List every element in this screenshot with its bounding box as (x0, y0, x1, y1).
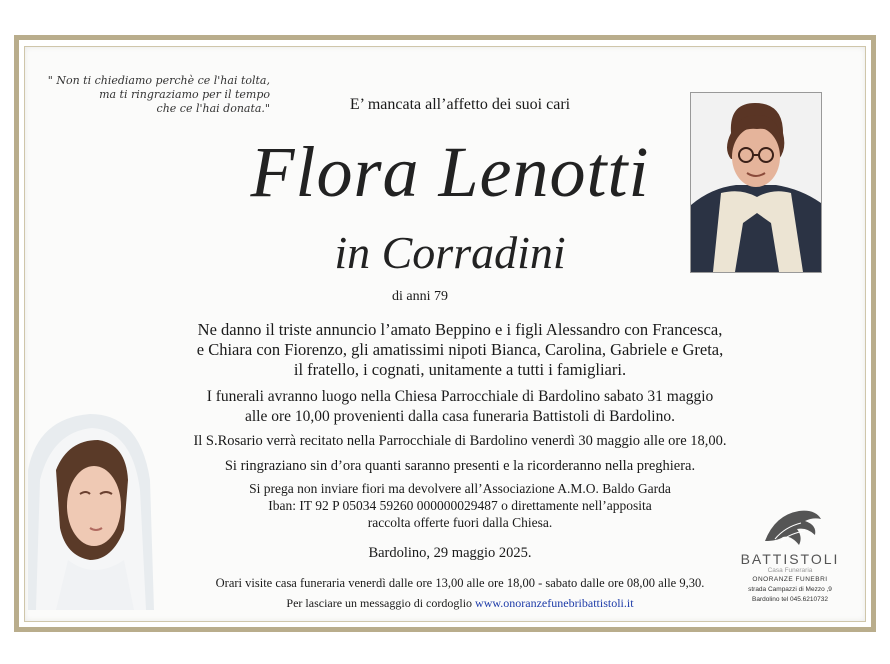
logo-address: strada Campazzi di Mezzo ,9 (748, 586, 832, 593)
quote-line: ma ti ringraziamo per il tempo (99, 88, 270, 101)
logo-name: BATTISTOLI (740, 551, 840, 567)
logo-subtitle: Casa Funeraria (767, 567, 813, 574)
condolence-message (160, 596, 760, 611)
deceased-name: Flora Lenotti (250, 132, 650, 212)
announcement-line: e Chiara con Fiorenzo, gli amatissimi nipoti Bianca, Carolina, Gabriele e Greta, (196, 340, 724, 359)
quote-line: che ce l'hai donata." (156, 102, 270, 115)
married-name: in Corradini (334, 227, 566, 278)
donations-line: raccolta offerte fuori dalla Chiesa. (367, 515, 553, 530)
donations-line: Iban: IT 92 P 05034 59260 000000029487 o direttamente nell’apposita (268, 498, 652, 513)
quote-line: " Non ti chiediamo perchè ce l'hai tolta, (47, 74, 270, 87)
thanks-line: Si ringraziano sin d’ora quanti saranno presenti e la ricorderanno nella preghiera. (224, 458, 696, 474)
funeral-line: I funerali avranno luogo nella Chiesa Parrocchiale di Bardolino sabato 31 maggio (206, 388, 714, 405)
funeral-line: alle ore 10,00 provenienti dalla casa funeraria Battistoli di Bardolino. (245, 408, 675, 425)
portrait-illustration (691, 93, 821, 272)
funeral-home-logo (730, 505, 850, 605)
visiting-hours: Orari visite casa funeraria venerdì dalle ore 13,00 alle ore 18,00 - sabato dalle ore 08,00 alle 9,30. (215, 576, 705, 590)
announcement-paragraph (160, 320, 760, 380)
madonna-illustration (28, 410, 156, 610)
deceased-age: di anni 79 (392, 289, 448, 304)
logo-city-phone: Bardolino tel 045.6210732 (752, 596, 828, 603)
rosary-line: Il S.Rosario verrà recitato nella Parrocchiale di Bardolino venerdì 30 maggio alle ore 18,00. (193, 433, 727, 449)
condolence-link[interactable]: www.onoranzefunebribattistoli.it (475, 596, 634, 610)
donations-line: Si prega non inviare fiori ma devolvere all’Associazione A.M.O. Baldo Garda (249, 481, 671, 496)
portrait-photo (690, 92, 822, 273)
epigraph-quote (40, 74, 270, 116)
logo-icon (755, 505, 825, 547)
condolence-text: Per lasciare un messaggio di cordoglio (286, 596, 473, 610)
madonna-image (28, 410, 156, 610)
intro-line: E’ mancata all’affetto dei suoi cari (349, 96, 571, 113)
logo-role: ONORANZE FUNEBRI (752, 576, 828, 583)
notice-date: Bardolino, 29 maggio 2025. (368, 545, 532, 561)
donations-paragraph (160, 480, 760, 531)
announcement-line: Ne danno il triste annuncio l’amato Beppino e i figli Alessandro con Francesca, (197, 320, 723, 339)
announcement-line: il fratello, i cognati, unitamente a tutti i famigliari. (293, 360, 627, 379)
funeral-paragraph (160, 387, 760, 427)
